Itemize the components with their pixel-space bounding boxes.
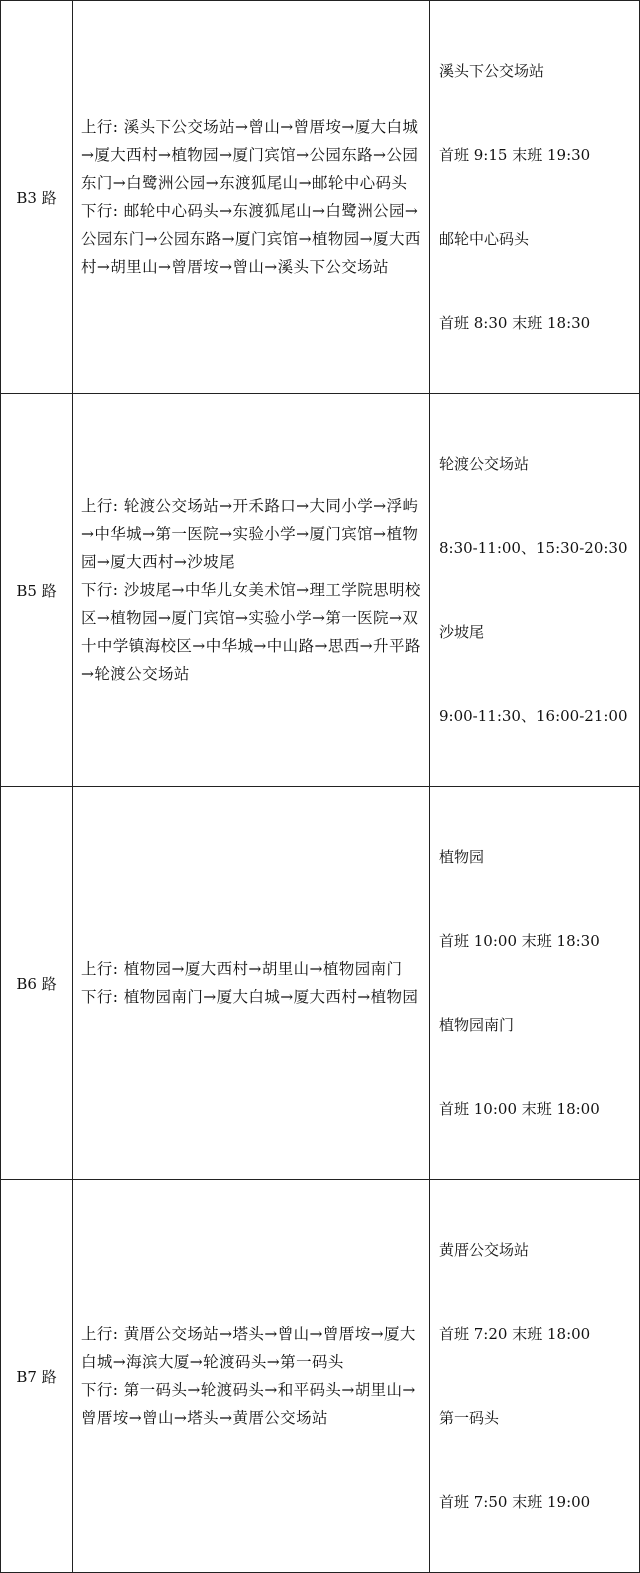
terminal-name: 黄厝公交场站 xyxy=(439,1241,530,1259)
route-stops xyxy=(73,1180,430,1573)
route-schedule xyxy=(430,394,640,787)
service-hours: 首班 8:30 末班 18:30 xyxy=(439,314,591,332)
route-down-stops: 下行: 植物园南门→厦大白城→厦大西村→植物园 xyxy=(81,988,419,1006)
terminal-name: 第一码头 xyxy=(439,1409,500,1427)
route-down-stops: 下行: 邮轮中心码头→东渡狐尾山→白鹭洲公园→公园东门→公园东路→厦门宾馆→植物园→厦大西村→胡里山→曾厝垵→曾山→溪头下公交场站 xyxy=(81,202,421,276)
route-up-stops: 上行: 黄厝公交场站→塔头→曾山→曾厝垵→厦大白城→海滨大厦→轮渡码头→第一码头 xyxy=(81,1325,416,1371)
route-row-b5 xyxy=(1,394,640,787)
route-schedule xyxy=(430,1180,640,1573)
route-up-stops: 上行: 轮渡公交场站→开禾路口→大同小学→浮屿→中华城→第一医院→实验小学→厦门宾馆→植物园→厦大西村→沙坡尾 xyxy=(81,497,419,571)
route-down-stops: 下行: 沙坡尾→中华儿女美术馆→理工学院思明校区→植物园→厦门宾馆→实验小学→第一医院→双十中学镇海校区→中华城→中山路→思西→升平路→轮渡公交场站 xyxy=(81,581,421,683)
service-hours: 首班 9:15 末班 19:30 xyxy=(439,146,591,164)
route-name: B6 路 xyxy=(1,787,73,1180)
terminal-name: 轮渡公交场站 xyxy=(439,455,530,473)
route-down-stops: 下行: 第一码头→轮渡码头→和平码头→胡里山→曾厝垵→曾山→塔头→黄厝公交场站 xyxy=(81,1381,416,1427)
terminal-name: 沙坡尾 xyxy=(439,623,485,641)
route-stops xyxy=(73,394,430,787)
terminal-name: 植物园南门 xyxy=(439,1016,515,1034)
route-name: B5 路 xyxy=(1,394,73,787)
service-hours: 首班 10:00 末班 18:30 xyxy=(439,932,600,950)
route-stops xyxy=(73,1,430,394)
route-up-stops: 上行: 植物园→厦大西村→胡里山→植物园南门 xyxy=(81,960,403,978)
route-schedule xyxy=(430,1,640,394)
service-hours: 首班 10:00 末班 18:00 xyxy=(439,1100,600,1118)
route-name: B3 路 xyxy=(1,1,73,394)
route-up-stops: 上行: 溪头下公交场站→曾山→曾厝垵→厦大白城→厦大西村→植物园→厦门宾馆→公园东路→公园东门→白鹭洲公园→东渡狐尾山→邮轮中心码头 xyxy=(81,118,419,192)
terminal-name: 邮轮中心码头 xyxy=(439,230,530,248)
route-schedule xyxy=(430,787,640,1180)
route-name: B7 路 xyxy=(1,1180,73,1573)
route-row-b6 xyxy=(1,787,640,1180)
service-hours: 首班 7:50 末班 19:00 xyxy=(439,1493,591,1511)
route-stops xyxy=(73,787,430,1180)
terminal-name: 植物园 xyxy=(439,848,485,866)
service-hours: 8:30-11:00、15:30-20:30 xyxy=(439,539,628,557)
service-hours: 9:00-11:30、16:00-21:00 xyxy=(439,707,628,725)
service-hours: 首班 7:20 末班 18:00 xyxy=(439,1325,591,1343)
route-row-b7 xyxy=(1,1180,640,1573)
route-row-b3 xyxy=(1,1,640,394)
terminal-name: 溪头下公交场站 xyxy=(439,62,545,80)
